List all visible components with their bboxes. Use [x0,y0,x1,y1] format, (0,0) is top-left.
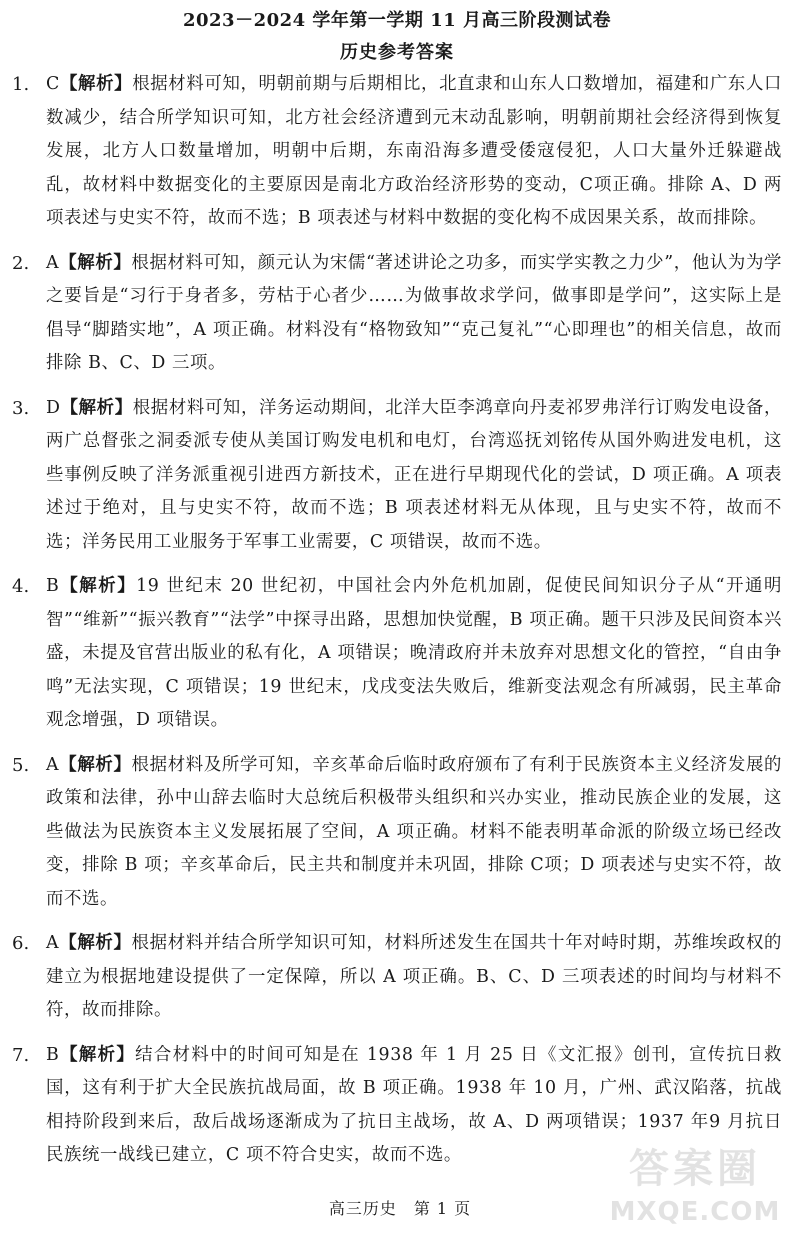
answer-text-block [46,392,782,560]
answer-item-2 [12,247,782,381]
answer-letter: B [46,1044,60,1065]
answer-number: 2. [12,252,30,274]
answer-number: 7. [12,1044,30,1066]
answer-item-7 [12,1039,782,1173]
answer-item-1 [12,68,782,236]
analysis-tag: 【解析】 [59,754,132,775]
analysis-tag: 【解析】 [59,74,133,94]
answer-number: 5. [12,754,30,776]
analysis-tag: 【解析】 [59,252,132,273]
answer-letter: B [46,576,60,596]
answer-number: 4. [12,576,30,597]
answer-explanation: 根据材料及所学可知，辛亥革命后临时政府颁布了有利于民族资本主义经济发展的政策和法律，孙中山辞去临时大总统后积极带头组织和兴办实业，推动民族企业的发展，这些做法为民族资本主义发展拓展了空间，A 项正确。材料不能表明革命派的阶级立场已经改变，排除 B 项；辛亥革命后，民主共和制度并未巩固，排除 C项；D 项表述与史实不符，故而不选。 [46,754,783,909]
answer-explanation: 根据材料可知，明朝前期与后期相比，北直隶和山东人口数增加，福建和广东人口数减少，结合所学知识可知，北方社会经济遭到元末动乱影响，明朝前期社会经济得到恢复发展，北方人口数量增加，明朝中后期，东南沿海多遭受倭寇侵犯，人口大量外迁躲避战乱，故材料中数据变化的主要原因是南北方政治经济形势的变动，C项正确。排除 A、D 两项表述与史实不符，故而不选；B 项表述与材料中数据的变化构不成因果关系，故而排除。 [46,74,782,228]
analysis-tag: 【解析】 [59,576,137,596]
watermark-logo-text: 答案圈 [629,1146,761,1192]
answer-letter: A [46,754,60,775]
analysis-tag: 【解析】 [60,397,133,418]
analysis-tag: 【解析】 [59,933,132,953]
answer-letter: D [46,397,61,418]
analysis-tag: 【解析】 [59,1044,136,1065]
answer-explanation: 19 世纪末 20 世纪初，中国社会内外危机加剧，促使民间知识分子从“开通明智”“维新”“振兴教育”“法学”中探寻出路，思想加快觉醒，B 项正确。题干只涉及民间资本兴盛，未提及官营出版业的私有化，A 项错误；晚清政府并未放弃对思想文化的管控，“自由争鸣”无法实现，C 项错误；19 世纪末，戊戌变法失败后，维新变法观念有所减弱，民主革命观念增强，D 项错误。 [46,576,782,730]
answer-number: 3. [12,397,30,419]
answer-list [12,68,782,1173]
answer-item-6 [12,927,782,1028]
answer-text-block [46,927,782,1028]
answer-explanation: 根据材料并结合所学知识可知，材料所述发生在国共十年对峙时期，苏维埃政权的建立为根据地建设提供了一定保障，所以 A 项正确。B、C、D 三项表述的时间均与材料不符，故而排除。 [46,933,783,1020]
answer-number: 6. [12,933,30,954]
answer-item-5 [12,749,782,917]
answer-number: 1. [12,74,30,95]
answer-item-4 [12,570,782,738]
answer-text-block [46,247,782,381]
answer-text-block [46,749,782,917]
answer-explanation: 根据材料可知，洋务运动期间，北洋大臣李鸿章向丹麦祁罗弗洋行订购发电设备，两广总督张之洞委派专使从美国订购发电机和电灯，台湾巡抚刘铭传从国外购进发电机，这些事例反映了洋务派重视引进西方新技术，正在进行早期现代化的尝试，D 项正确。A 项表述过于绝对，且与史实不符，故而不选；B 项表述材料无从体现，且与史实不符，故而不选；洋务民用工业服务于军事工业需要，C 项错误，故而不选。 [46,397,783,552]
answer-explanation: 根据材料可知，颜元认为宋儒“著述讲论之功多，而实学实教之力少”，他认为为学之要旨是“习行于身者多，劳枯于心者少……为做事故求学问，做事即是学问”，这实际上是倡导“脚踏实地”，A 项正确。材料没有“格物致知”“克己复礼”“心即理也”的相关信息，故而排除 B、C、D 三项。 [46,252,782,373]
answer-item-3 [12,392,782,560]
answer-letter: A [46,933,60,953]
answer-text-block [46,68,782,236]
answer-text-block [46,1039,782,1173]
page-footer: 高三历史 第 1 页 [328,1199,472,1218]
answer-explanation: 结合材料中的时间可知是在 1938 年 1 月 25 日《文汇报》创刊，宣传抗日救国，这有利于扩大全民族抗战局面，故 B 项正确。1938 年 10 月，广州、武汉陷落，抗战相持阶段到来后，敌后战场逐渐成为了抗日主战场，故 A、D 两项错误；1937 年9 月抗日民族统一战线已建立，C 项不符合史实，故而不选。 [46,1044,782,1165]
watermark-domain-text: MXQE.COM [609,1197,781,1227]
answer-text-block [46,570,782,738]
page-subtitle: 历史参考答案 [340,42,454,63]
answer-letter: A [46,252,60,273]
page-title: 2023－2024 学年第一学期 11 月高三阶段测试卷 [182,10,612,31]
answer-letter: C [46,74,60,94]
